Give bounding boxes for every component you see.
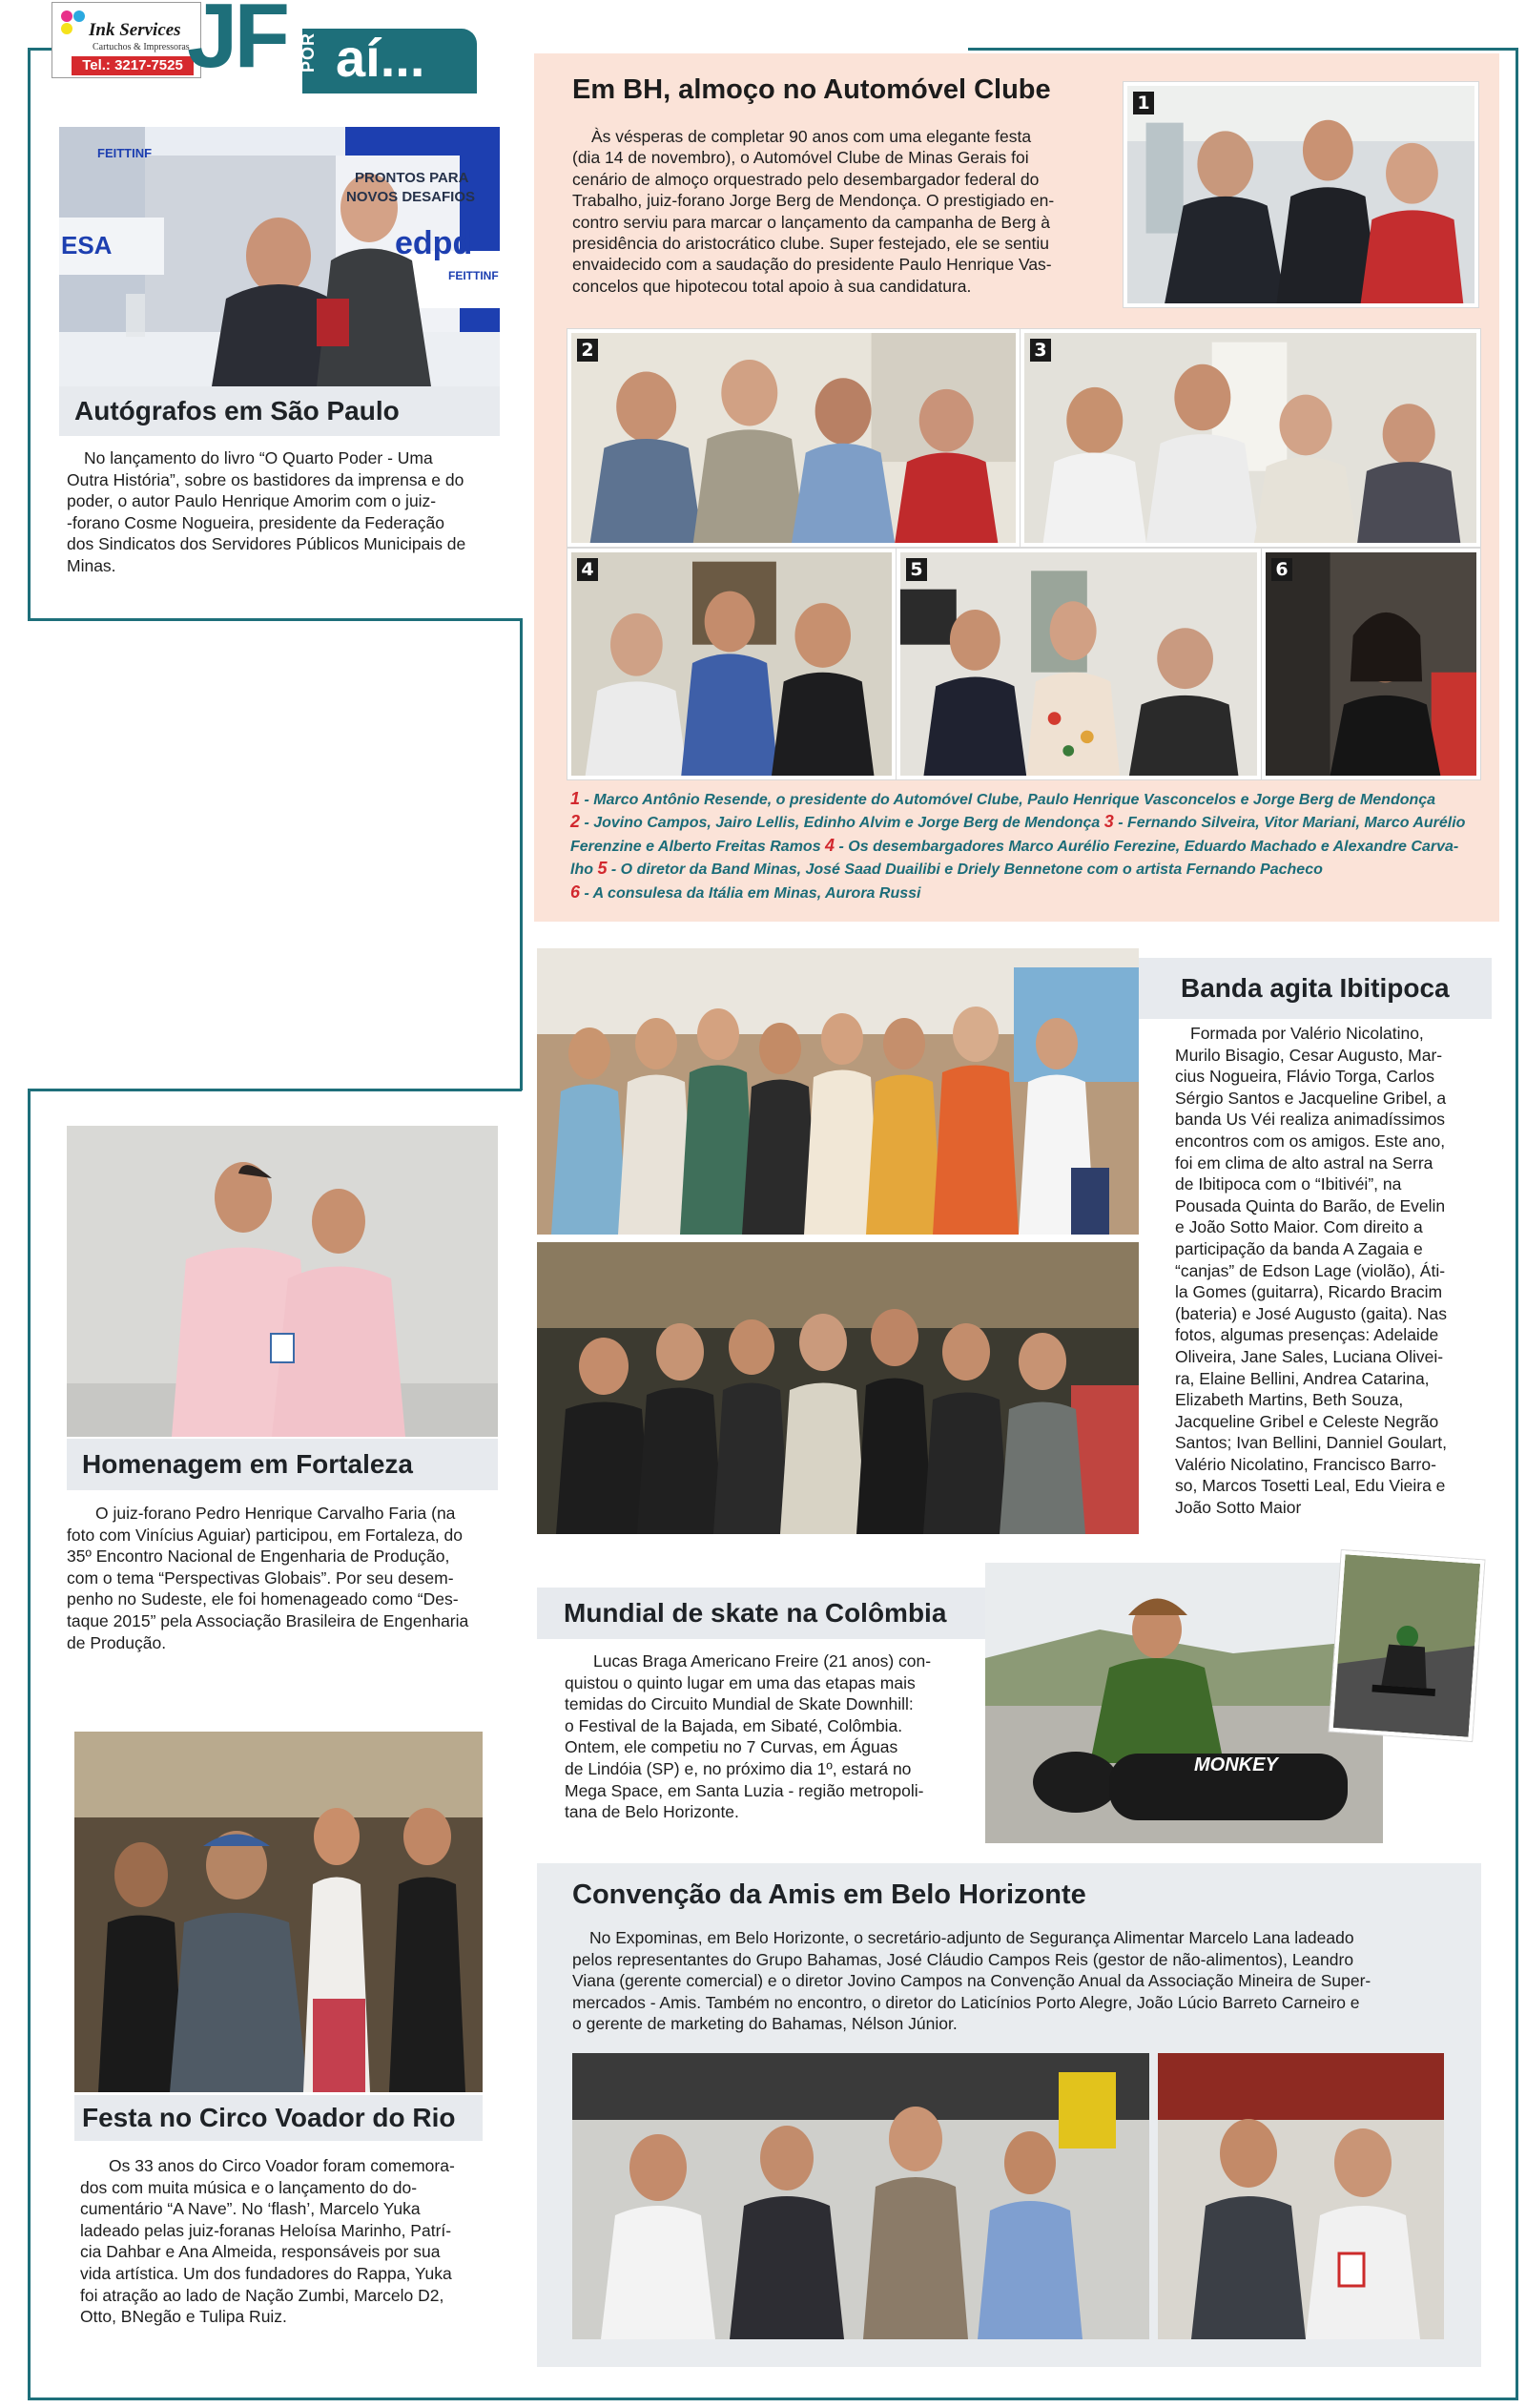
logo-por: POR	[299, 31, 318, 73]
sponsor-subtitle: Cartuchos & Impressoras	[93, 42, 190, 52]
caption-number: 6	[570, 882, 581, 902]
caption-text: - Fernando Silveira, Vitor Mariani, Marco Aurélio Ferenzine e Alberto Freitas Ramos	[570, 815, 1466, 855]
caption-text: - Marco Antônio Resende, o presidente do Automóvel Clube, Paulo Henrique Vasconcelos e Jorge Berg de Mendonça	[580, 792, 1436, 808]
caption-text: - Jovino Campos, Jairo Lellis, Edinho Alvim e Jorge Berg de Mendonça	[580, 815, 1104, 832]
rio-body: Os 33 anos do Circo Voador foram comemora- dos com muita música e o lançamento do do- cumentário “A Nave”. No ‘flash’, Marcelo Yuka ladeado pelas juiz-foranas Heloísa Marinho, Patrí- cia Dahbar e Ana Almeida, responsáveis por sua vida artística. Um dos fundadores do Rappa, Yuka foi atração ao lado de Nação Zumbi, Marcelo D2, Otto, BNegão e Tulipa Ruiz.	[80, 2156, 455, 2327]
frame-top-left-line	[28, 48, 54, 51]
sponsor-ad[interactable]	[52, 2, 201, 78]
frame-left-line-top	[28, 48, 31, 620]
caption-text: - A consulesa da Itália em Minas, Aurora Russi	[580, 884, 921, 902]
ibitipoca-body: Formada por Valério Nicolatino, Murilo Bisagio, Cesar Augusto, Mar- cius Nogueira, Flávio Torga, Carlos Sérgio Santos e Jacqueline Gribel, a banda Us Véi realiza animadíssimos encontros com os amigos. Este ano, foi em clima de alto astral na Serra de Ibitipoca com o “Ibitivéi”, na Pousada Quinta do Barão, de Evelin e João Sotto Maior. Com direito a participação da banda A Zagaia e “canjas” de Edson Lage (violão), Áti- la Gomes (guitarra), Ricardo Bracim (bateria) e José Augusto (gaita). Nas fotos, algumas presenças: Adelaide Oliveira, Jane Sales, Luciana Olivei- ra, Elaine Bellini, Andrea Catarina, Elizabeth Martins, Beth Souza, Jacqueline Gribel e Celeste Negrão Santos; Ivan Bellini, Danniel Goulart, Valério Nicolatino, Francisco Barro- so, Marcos Tosetti Leal, Edu Vieira e João Sotto Maior	[1175, 1024, 1448, 1518]
sp-body: No lançamento do livro “O Quarto Poder - Uma Outra História”, sobre os bastidores da imprensa e do poder, o autor Paulo Henrique Amorim com o juiz- -forano Cosme Nogueira, presidente da Federação dos Sindicatos dos Servidores Públicos Municipais de Minas.	[67, 448, 466, 575]
caption-number: 4	[825, 835, 835, 855]
amis-photo-1	[572, 2053, 1149, 2339]
logo-jf: JF	[187, 0, 287, 87]
bh-captions	[570, 788, 1476, 904]
booth-left-word: ESA	[61, 231, 113, 259]
skate-title: Mundial de skate na Colômbia	[537, 1588, 985, 1639]
amis-title: Convenção da Amis em Belo Horizonte	[572, 1879, 1086, 1910]
amis-photo-2	[1158, 2053, 1444, 2339]
photo-number: 1	[1133, 92, 1154, 114]
photo-number: 5	[906, 558, 927, 581]
photo-number: 6	[1271, 558, 1292, 581]
frame-mid-vertical	[520, 618, 523, 1090]
bh-photo-3	[1021, 329, 1480, 547]
bh-body: Às vésperas de completar 90 anos com uma elegante festa (dia 14 de novembro), o Automóvel Clube de Minas Gerais foi cenário de almoço orquestrado pelo desembargador federal do Trabalho, juiz-forano Jorge Berg de Mendonça. O prestigiado en- contro serviu para marcar o lançamento da campanha de Berg à presidência do aristocrático clube. Super festejado, ele se sentiu envaidecido com a saudação do presidente Paulo Henrique Vas- concelos que hipotecou total apoio à sua candidatura.	[572, 127, 1055, 296]
caption-number: 5	[597, 859, 608, 879]
amis-body: No Expominas, em Belo Horizonte, o secretário-adjunto de Segurança Alimentar Marcelo Lana ladeado pelos representantes do Grupo Bahamas, José Cláudio Campos Reis (gestor de não-alimentos), Leandro Viana (gerente comercial) e o diretor Jovino Campos na Convenção Anual da Associação Mineira de Super- mercados - Amis. Também no encontro, o diretor do Laticínios Porto Alegre, João Lúcio Barreto Carneiro e o gerente de marketing do Bahamas, Nélson Júnior.	[572, 1928, 1371, 2034]
caption-number: 3	[1103, 812, 1114, 832]
ibitipoca-title: Banda agita Ibitipoca	[1139, 958, 1492, 1019]
photo-number: 2	[577, 339, 598, 362]
booth-banner-top: PRONTOS PARA	[355, 170, 469, 186]
sponsor-phone: Tel.: 3217-7525	[72, 56, 194, 75]
rio-title: Festa no Circo Voador do Rio	[74, 2095, 483, 2141]
bh-photo-4	[567, 549, 896, 779]
frame-mid-line-2	[28, 1089, 522, 1091]
booth-org-1: FEITTINF	[97, 146, 153, 160]
caption-2	[570, 812, 1104, 832]
bh-photo-5	[897, 549, 1261, 779]
caption-number: 1	[570, 789, 581, 808]
skate-photo-1	[985, 1563, 1383, 1843]
caption-1	[570, 789, 1436, 808]
fortaleza-body: O juiz-forano Pedro Henrique Carvalho Faria (na foto com Vinícius Aguiar) participou, em Fortaleza, do 35º Encontro Nacional de Engenharia de Produção, com o tema “Perspectivas Globais”. Por seu desem- penho no Sudeste, ele foi homenageado como “Des- taque 2015” pela Associação Brasileira de Engenharia de Produção.	[67, 1504, 469, 1652]
booth-banner-bottom: NOVOS DESAFIOS	[346, 189, 476, 205]
sp-title: Autógrafos em São Paulo	[59, 386, 500, 436]
sponsor-name: Ink Services	[89, 20, 181, 40]
fortaleza-photo	[67, 1126, 498, 1437]
skate-board-text: MONKEY	[1194, 1754, 1278, 1775]
frame-right-line	[1516, 48, 1518, 2400]
caption-number: 2	[570, 812, 581, 832]
bh-title: Em BH, almoço no Automóvel Clube	[572, 74, 1051, 105]
photo-number: 3	[1030, 339, 1051, 362]
fortaleza-title: Homenagem em Fortaleza	[67, 1439, 498, 1490]
photo-number: 4	[577, 558, 598, 581]
caption-5	[597, 861, 1322, 878]
bh-photo-2	[567, 329, 1020, 547]
frame-left-line-bottom	[28, 1089, 31, 2400]
bh-photo-6	[1262, 549, 1480, 779]
ibitipoca-photo-2	[537, 1242, 1139, 1534]
caption-6	[570, 882, 921, 902]
frame-mid-line-1	[28, 618, 522, 621]
skate-photo-2	[1330, 1550, 1485, 1741]
booth-org-2: FEITTINF	[448, 269, 499, 282]
cmyk-dots-icon	[58, 8, 91, 40]
frame-top-right-line	[968, 48, 1518, 51]
rio-photo	[74, 1732, 483, 2092]
caption-text: - Os desembargadores Marco Aurélio Ferezine, Eduardo Machado e Alexandre Carva-lho	[570, 838, 1459, 879]
logo-ai: aí...	[336, 28, 425, 88]
booth-brand: edpd	[395, 225, 473, 261]
bh-photo-1	[1124, 82, 1478, 307]
caption-text: - O diretor da Band Minas, José Saad Duailibi e Driely Bennetone com o artista Fernando Pacheco	[607, 861, 1323, 879]
frame-bottom-line	[28, 2398, 1518, 2400]
ibitipoca-photo-1	[537, 948, 1139, 1235]
skate-body: Lucas Braga Americano Freire (21 anos) con- quistou o quinto lugar em uma das etapas mais temidas do Circuito Mundial de Skate Downhill: o Festival de la Bajada, em Sibaté, Colômbia. Ontem, ele competiu no 7 Curvas, em Águas de Lindóia (SP) e, no próximo dia 1º, estará no Mega Space, em Santa Luzia - região metropoli- tana de Belo Horizonte.	[565, 1651, 932, 1822]
